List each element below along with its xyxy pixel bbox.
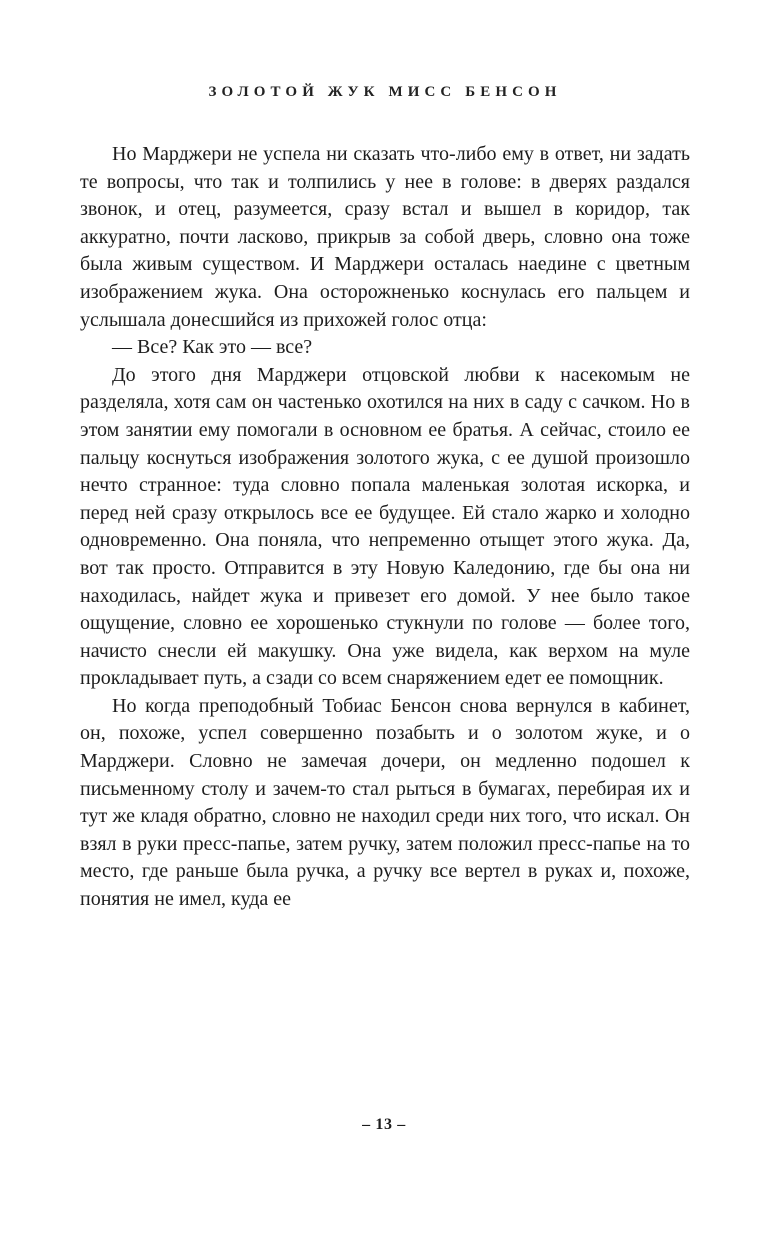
paragraph-dialogue: — Все? Как это — все? <box>112 336 313 359</box>
running-title: ЗОЛОТОЙ ЖУК МИСС БЕНСОН <box>208 84 562 100</box>
paragraph: Но когда преподобный Тобиас Бенсон снова вернулся в кабинет, он, похоже, успел совершенно позабыть и о золотом жуке, и о Марджери. Словно не замечая дочери, он медленно подошел к письменному столу и зачем-то стал рыться в бумагах, перебирая их и тут же кладя обратно, словно не находил среди них того, что искал. Он взял в руки пресс-папье, затем ручку, затем положил пресс-папье на то место, где раньше была ручка, а ручку все вертел в руках и, похоже, понятия не имел, куда ее <box>80 694 690 911</box>
body-text <box>80 141 690 914</box>
page-number: – 13 – <box>362 1116 406 1133</box>
paragraph: Но Марджери не успела ни сказать что-либо ему в ответ, ни задать те вопросы, что так и толпились у нее в голове: в дверях раздался звонок, и отец, разумеется, сразу встал и вышел в коридор, так аккуратно, почти ласково, прикрыв за собой дверь, словно она тоже была живым существом. И Марджери осталась наедине с цветным изображением жука. Она осторожненько коснулась его пальцем и услышала донесшийся из прихожей голос отца: <box>80 143 690 331</box>
paragraph: До этого дня Марджери отцовской любви к насекомым не разделяла, хотя сам он частенько охотился на них в саду с сачком. Но в этом занятии ему помогали в основном ее братья. А сейчас, стоило ее пальцу коснуться изображения золотого жука, с ее душой произошло нечто странное: туда словно попала маленькая золотая искорка, и перед ней сразу открылось все ее будущее. Ей стало жарко и холодно одновременно. Она поняла, что непременно отыщет этого жука. Да, вот так просто. Отправится в эту Новую Каледонию, где бы она ни находилась, найдет жука и привезет его домой. У нее было такое ощущение, словно ее хорошенько стукнули по голове — более того, начисто снесли ей макушку. Она уже видела, как верхом на муле прокладывает путь, а сзади со всем снаряжением едет ее помощник. <box>80 363 690 690</box>
